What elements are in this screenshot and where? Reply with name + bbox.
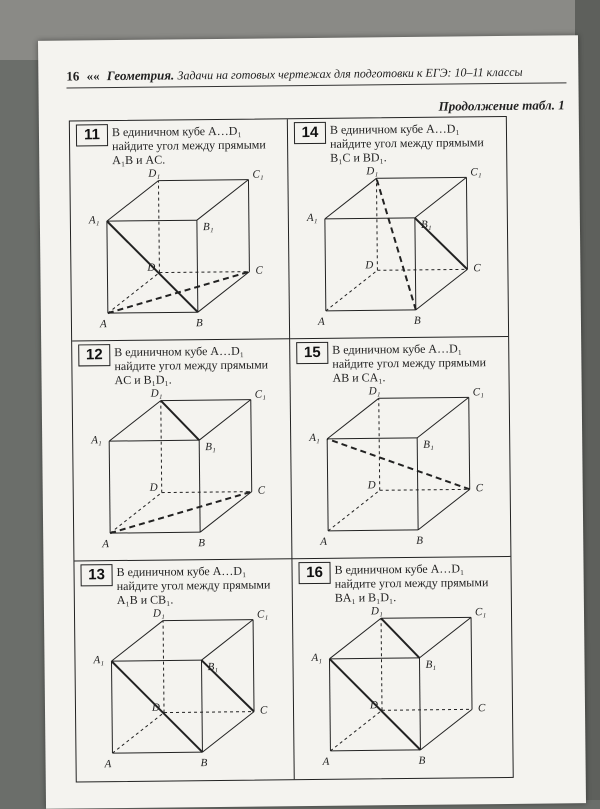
problem-text: В единичном кубе A…D₁ найдите угол между прямыми B₁C и BD₁. xyxy=(329,121,484,165)
cube-edge-A-A1 xyxy=(325,219,326,311)
problem-number: 13 xyxy=(80,564,112,586)
cube-edge-D1-A1 xyxy=(109,401,161,442)
book-subtitle: Задачи на готовых чертежах для подготовки к ЕГЭ: 10–11 классы xyxy=(177,64,523,83)
cube-drawing xyxy=(83,601,285,773)
vertex-label-A: A xyxy=(322,755,330,768)
vertex-label-B1: B₁ xyxy=(207,660,219,674)
vertex-label-A1: A₁ xyxy=(88,214,100,227)
cube-edge-A-D xyxy=(328,490,380,531)
cube-edge-B1-C1 xyxy=(196,180,248,221)
vertex-label-D1: D₁ xyxy=(150,387,163,400)
vertex-label-A: A xyxy=(99,318,107,331)
vertex-label-B: B xyxy=(195,317,203,330)
vertex-label-D1: D₁ xyxy=(148,167,161,180)
cube-drawing xyxy=(299,379,501,551)
highlight-segment-A-C xyxy=(107,272,249,313)
cube-edge-A1-B1 xyxy=(329,658,419,659)
vertex-label-C1: C₁ xyxy=(470,166,482,179)
cube-edge-B-C xyxy=(202,712,254,753)
page-header xyxy=(66,63,566,88)
cube-edge-A-B xyxy=(326,310,416,311)
vertex-label-D: D xyxy=(367,479,376,492)
vertex-label-D: D xyxy=(151,701,160,714)
cube-edge-A-B xyxy=(328,530,418,531)
cube-edge-D-C xyxy=(164,712,254,713)
cube-edge-D-D1 xyxy=(158,181,159,273)
highlight-segment-B1-D1 xyxy=(161,400,199,440)
cube-edge-C-C1 xyxy=(251,400,252,492)
cube-edge-B-B1 xyxy=(419,658,420,750)
book-page xyxy=(38,35,586,809)
highlight-segment-A-C xyxy=(110,492,252,533)
vertex-label-B: B xyxy=(200,757,208,770)
vertex-label-D1: D₁ xyxy=(152,607,165,620)
cube-edge-A-B xyxy=(112,752,202,753)
cube-edge-B1-C1 xyxy=(199,400,251,441)
problem-text: В единичном кубе A…D₁ найдите угол между прямыми A₁B и AC. xyxy=(111,123,266,168)
page-number: 16 xyxy=(66,68,80,84)
cube-edge-D-C xyxy=(159,272,249,273)
problem-text: В единичном кубе A…D₁ найдите угол между прямыми BA₁ и B₁D₁. xyxy=(334,561,489,605)
cube-edge-A1-B1 xyxy=(109,440,199,441)
problem-cell xyxy=(70,119,290,341)
cube-edge-C1-D1 xyxy=(381,617,471,618)
highlight-segment-B-D1 xyxy=(376,178,415,310)
vertex-label-B: B xyxy=(198,537,206,550)
cube-edge-D1-A1 xyxy=(329,618,381,659)
problem-cell xyxy=(74,559,294,781)
cube-edge-A1-B1 xyxy=(327,438,417,439)
cube-edge-A-A1 xyxy=(327,439,328,531)
cube-edge-C1-D1 xyxy=(163,620,253,621)
cube-edge-D-C xyxy=(162,492,252,493)
vertex-label-C: C xyxy=(473,262,481,275)
book-subject: Геометрия. xyxy=(106,67,175,84)
cube-edge-D1-A1 xyxy=(111,621,163,662)
cube-edge-B1-C1 xyxy=(414,177,466,218)
problem-number: 12 xyxy=(78,344,110,366)
cube-edge-A1-B1 xyxy=(111,660,201,661)
cube-edge-B-B1 xyxy=(201,660,202,752)
cube-edge-B1-C1 xyxy=(417,397,469,438)
cube-drawing xyxy=(296,159,498,331)
cube-edge-C1-D1 xyxy=(161,400,251,401)
cube-edge-C-C1 xyxy=(471,617,472,709)
problem-cell xyxy=(288,117,508,339)
cube-edge-A1-B1 xyxy=(107,220,197,221)
vertex-label-B1: B₁ xyxy=(205,441,216,454)
cube-edge-B-B1 xyxy=(199,440,200,532)
vertex-label-B1: B₁ xyxy=(423,438,434,451)
cube-edge-A-D xyxy=(107,273,159,314)
problem-number: 16 xyxy=(298,562,330,584)
cube-edge-A-B xyxy=(330,750,420,751)
cube-drawing xyxy=(81,381,283,553)
vertex-label-B: B xyxy=(418,754,426,767)
cube-edge-C-C1 xyxy=(248,180,249,272)
cube-edge-B-B1 xyxy=(417,438,418,530)
vertex-label-D: D xyxy=(369,699,378,712)
vertex-label-A1: A₁ xyxy=(309,431,320,445)
cube-drawing xyxy=(301,599,503,771)
cube-edge-B-C xyxy=(415,269,467,310)
cube-edge-B1-C1 xyxy=(419,617,471,658)
problem-number: 15 xyxy=(296,342,328,364)
header-arrows: «« xyxy=(86,68,100,84)
vertex-label-A1: A₁ xyxy=(306,211,318,225)
vertex-label-C: C xyxy=(257,484,266,497)
problem-table xyxy=(69,116,514,783)
vertex-label-A1: A₁ xyxy=(91,434,102,447)
problem-text: В единичном кубе A…D₁ найдите угол между прямыми A₁B и CB₁. xyxy=(116,563,271,608)
cube-edge-D-D1 xyxy=(379,398,380,490)
cube-edge-C-C1 xyxy=(253,620,254,712)
cube-edge-C1-D1 xyxy=(376,177,466,178)
problem-cell xyxy=(292,557,512,779)
cube-edge-A-A1 xyxy=(329,659,330,751)
vertex-label-C: C xyxy=(475,482,484,495)
vertex-label-A: A xyxy=(320,535,328,548)
vertex-label-D1: D₁ xyxy=(370,605,383,618)
cube-edge-A-D xyxy=(330,710,382,751)
problem-cell xyxy=(72,339,292,561)
vertex-label-D1: D₁ xyxy=(366,165,379,178)
cube-edge-C-C1 xyxy=(469,397,470,489)
cube-edge-A-A1 xyxy=(109,441,110,533)
cube-edge-A-B xyxy=(110,532,200,533)
problem-number: 14 xyxy=(294,122,326,144)
vertex-label-C1: C₁ xyxy=(252,168,264,181)
cube-edge-B1-C1 xyxy=(201,620,253,661)
vertex-label-A1: A₁ xyxy=(311,651,323,665)
vertex-label-D: D xyxy=(149,481,158,494)
vertex-label-A: A xyxy=(102,538,110,551)
cube-edge-D1-A1 xyxy=(327,398,379,439)
cube-edge-D-C xyxy=(380,489,470,490)
cube-edge-C1-D1 xyxy=(379,397,469,398)
vertex-label-C1: C₁ xyxy=(474,606,487,619)
vertex-label-B: B xyxy=(416,534,424,547)
cube-edge-A-D xyxy=(110,493,162,534)
vertex-label-B1: B₁ xyxy=(202,221,214,234)
cube-edge-A-B xyxy=(108,312,198,313)
vertex-label-C: C xyxy=(259,704,268,717)
cube-edge-B-B1 xyxy=(415,218,416,310)
problem-cell xyxy=(290,337,510,559)
vertex-label-B: B xyxy=(413,314,421,327)
cube-edge-D-D1 xyxy=(376,178,377,270)
cube-edge-A1-B1 xyxy=(325,218,415,219)
cube-edge-D-D1 xyxy=(161,401,162,493)
problem-text: В единичном кубе A…D₁ найдите угол между прямыми AB и CA₁. xyxy=(332,341,487,385)
vertex-label-C1: C₁ xyxy=(254,388,266,401)
table-continuation: Продолжение табл. 1 xyxy=(438,97,565,114)
problem-number: 11 xyxy=(76,124,108,146)
cube-edge-A-D xyxy=(325,270,377,311)
cube-drawing xyxy=(78,161,280,333)
vertex-label-A1: A₁ xyxy=(93,654,105,667)
cube-edge-D-D1 xyxy=(381,618,382,710)
cube-edge-B-C xyxy=(418,489,470,530)
vertex-label-B1: B₁ xyxy=(425,658,437,671)
cube-edge-C1-D1 xyxy=(158,180,248,181)
vertex-label-C1: C₁ xyxy=(256,608,269,621)
vertex-label-D: D xyxy=(365,259,374,272)
cube-edge-C-C1 xyxy=(466,177,467,269)
cube-edge-D1-A1 xyxy=(106,181,158,222)
problem-text: В единичном кубе A…D₁ найдите угол между прямыми AC и B₁D₁. xyxy=(114,343,269,388)
cube-edge-D-C xyxy=(377,269,467,270)
vertex-label-B1: B₁ xyxy=(420,218,432,231)
cube-edge-A-A1 xyxy=(111,661,112,753)
vertex-label-C: C xyxy=(477,702,486,715)
cube-edge-B-B1 xyxy=(197,220,198,312)
cube-edge-D-C xyxy=(382,709,472,710)
cube-edge-A-D xyxy=(112,713,164,754)
highlight-segment-C-A1 xyxy=(327,437,470,490)
cube-edge-A-A1 xyxy=(107,221,108,313)
vertex-label-C: C xyxy=(255,264,263,277)
vertex-label-D: D xyxy=(147,261,156,274)
highlight-segment-B1-D1 xyxy=(381,618,419,658)
cube-edge-B-C xyxy=(197,272,249,313)
vertex-label-A: A xyxy=(104,758,112,771)
cube-edge-D-D1 xyxy=(163,621,164,713)
cube-edge-B-C xyxy=(200,492,252,533)
vertex-label-C1: C₁ xyxy=(472,386,484,399)
vertex-label-A: A xyxy=(317,315,325,328)
vertex-label-D1: D₁ xyxy=(368,385,381,398)
cube-edge-B-C xyxy=(420,709,472,750)
cube-edge-D1-A1 xyxy=(324,178,376,219)
